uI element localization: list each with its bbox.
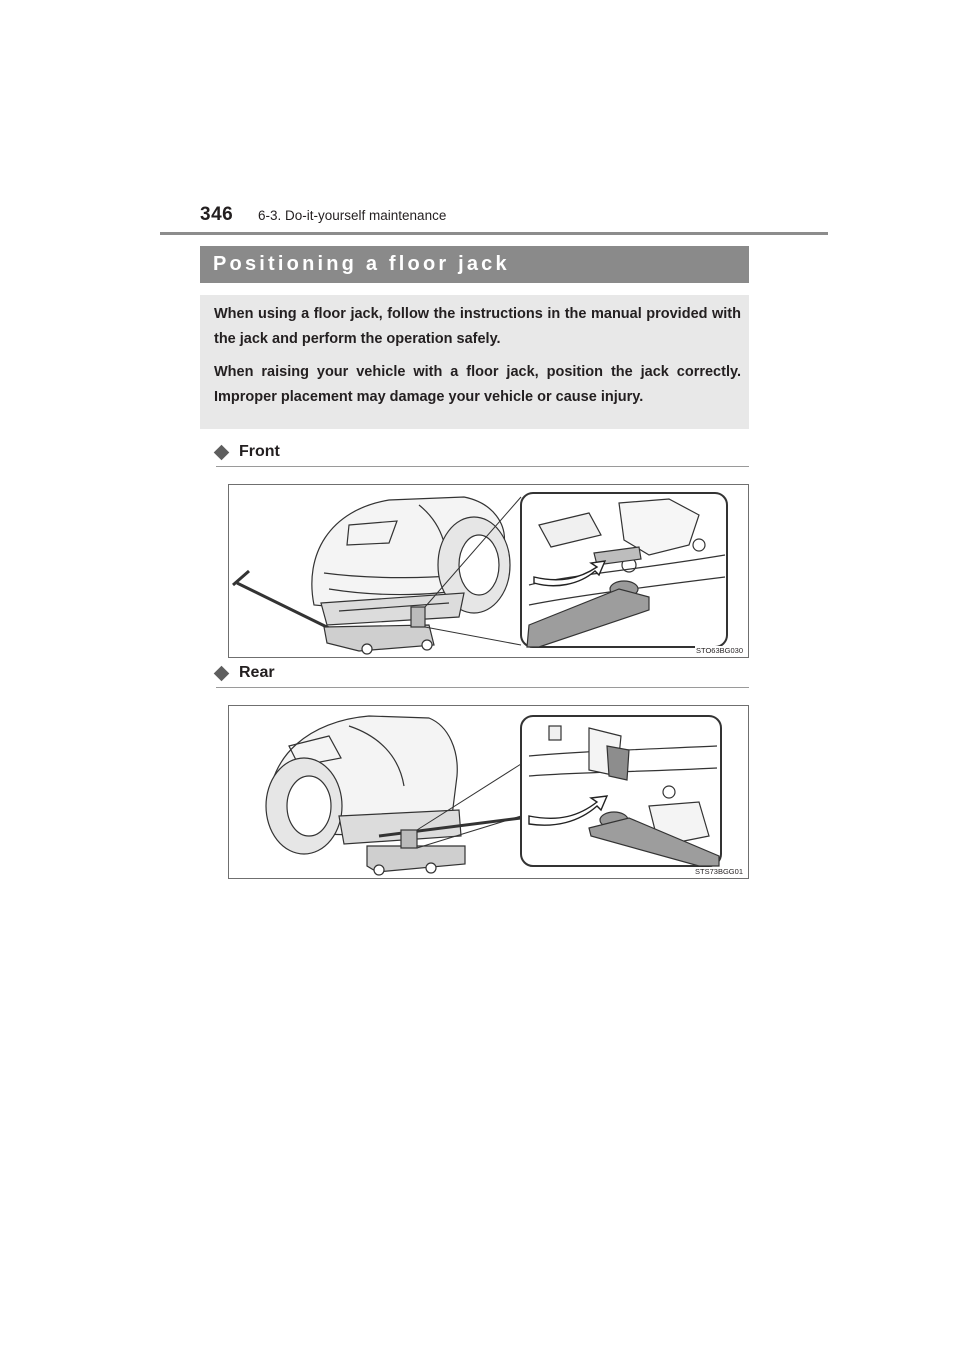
intro-paragraph-2: When raising your vehicle with a floor jack, position the jack correctly. Improper placement may damage your vehicle or cause injury. <box>214 364 741 405</box>
diamond-bullet-icon <box>214 444 230 460</box>
rear-heading <box>216 664 275 682</box>
rear-illustration <box>228 705 749 879</box>
front-figure-code: STO63BG030 <box>696 646 743 655</box>
rear-heading-rule <box>216 687 749 688</box>
front-heading-rule <box>216 466 749 467</box>
front-heading-label: Front <box>239 443 280 460</box>
intro-box <box>200 295 749 429</box>
intro-paragraph-1: When using a floor jack, follow the instructions in the manual provided with the jack and perform the operation safely. <box>214 306 741 347</box>
page-title: Positioning a floor jack <box>200 246 749 283</box>
page-number: 346 <box>200 204 234 225</box>
front-heading <box>216 443 280 461</box>
header-rule <box>160 232 828 235</box>
section-name: 6-3. Do-it-yourself maintenance <box>258 208 447 223</box>
front-illustration <box>228 484 749 658</box>
rear-heading-label: Rear <box>239 664 275 681</box>
rear-figure-code: STS73BGG01 <box>695 867 743 876</box>
floor-jack <box>324 625 434 651</box>
diamond-bullet-icon <box>214 665 230 681</box>
